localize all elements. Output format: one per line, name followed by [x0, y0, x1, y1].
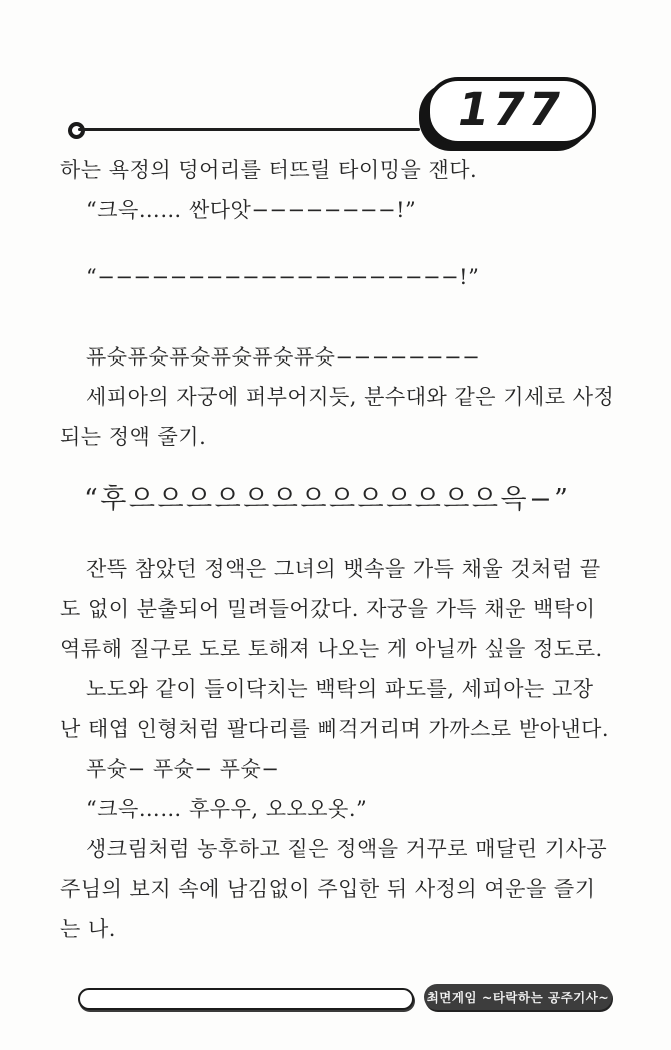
header-rule [78, 128, 420, 131]
text-line: 하는 욕정의 덩어리를 터뜨릴 타이밍을 잰다. [60, 158, 478, 182]
text-line: 잔뜩 참았던 정액은 그녀의 뱃속을 가득 채울 것처럼 끝 [86, 557, 601, 581]
sfx-line: 푸슛− 푸슛− 푸슛− [86, 757, 280, 781]
emphasis-line: “후으으으으으으으으으으으으으윽−” [84, 484, 571, 515]
sfx-line: 퓨슛퓨슛퓨슛퓨슛퓨슛퓨슛−−−−−−−− [86, 345, 481, 369]
footer-rule-pill [78, 988, 414, 1010]
dialogue-line: “크윽…… 후우우, 오오오옷.” [86, 797, 368, 821]
series-title-badge [424, 984, 612, 1010]
text-block [60, 150, 616, 949]
text-line: 주님의 보지 속에 남김없이 주입한 뒤 사정의 여운을 즐기 [60, 877, 596, 901]
dialogue-line: “−−−−−−−−−−−−−−−−−−−−!” [86, 265, 480, 289]
text-line: 역류해 질구로 도로 토해져 나오는 게 아닐까 싶을 정도로. [60, 637, 603, 661]
text-line: 세피아의 자궁에 퍼부어지듯, 분수대와 같은 기세로 사정 [86, 385, 615, 409]
text-line: 되는 정액 줄기. [60, 425, 207, 449]
text-line: 노도와 같이 들이닥치는 백탁의 파도를, 세피아는 고장 [86, 677, 594, 701]
page-number-badge [426, 77, 596, 145]
text-line: 생크림처럼 농후하고 짙은 정액을 거꾸로 매달린 기사공 [86, 837, 608, 861]
dialogue-line: “크윽…… 싼다앗−−−−−−−−!” [86, 198, 417, 222]
text-line: 도 없이 분출되어 밀려들어갔다. 자궁을 가득 채운 백탁이 [60, 597, 596, 621]
series-title: 최면게임 ~타락하는 공주기사~ [426, 990, 610, 1005]
text-line: 는 나. [60, 917, 116, 941]
text-line: 난 태엽 인형처럼 팔다리를 삐걱거리며 가까스로 받아낸다. [60, 717, 610, 741]
page-number: 177 [458, 82, 564, 136]
